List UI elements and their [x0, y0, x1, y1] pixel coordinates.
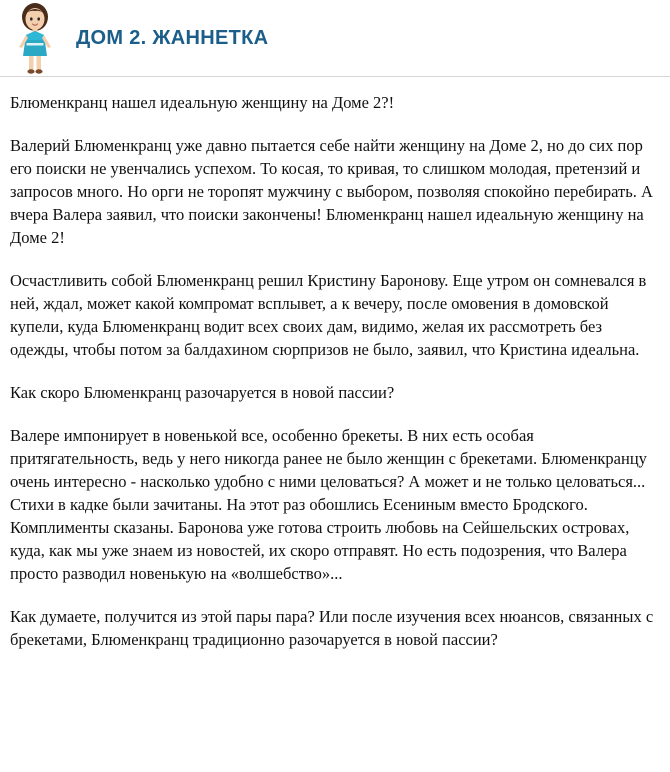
- girl-avatar-icon: [6, 0, 64, 76]
- site-title: ДОМ 2. ЖАННЕТКА: [76, 26, 269, 49]
- article-paragraph: Как думаете, получится из этой пары пара? Или после изучения всех нюансов, связанных с брекетами, Блюменкранц традиционно разочаруется в новой пассии?: [10, 607, 654, 649]
- article-subheading: Как скоро Блюменкранц разочаруется в новой пассии?: [10, 383, 395, 402]
- article-headline: Блюменкранц нашел идеальную женщину на Доме 2?!: [10, 93, 395, 112]
- article-body: [0, 77, 670, 651]
- article-paragraph: Валере импонирует в новенькой все, особенно брекеты. В них есть особая притягательность, ведь у него никогда ранее не было женщин с брекетами. Блюменкранцу очень интересно - насколько удобно с ними целоваться? А может и не только целоваться... Стихи в кадке были зачитаны. На этот раз обошлись Есениным вместо Бродского. Комплименты сказаны. Баронова уже готова строить любовь на Сейшельских островах, куда, как мы уже знаем из новостей, их скоро отправят. Но есть подозрения, что Валера просто разводил новенькую на «волшебство»...: [10, 426, 647, 583]
- article-paragraph: Валерий Блюменкранц уже давно пытается себе найти женщину на Доме 2, но до сих пор его поиски не увенчались успехом. То косая, то кривая, то слишком молодая, претензий и запросов много. Но орги не торопят мужчину с выбором, позволяя спокойно перебирать. А вчера Валера заявил, что поиски закончены! Блюменкранц нашел идеальную женщину на Доме 2!: [10, 136, 653, 247]
- article-paragraph: Осчастливить собой Блюменкранц решил Кристину Баронову. Еще утром он сомневался в ней, ждал, может какой компромат всплывет, а к вечеру, после омовения в домовской купели, куда Блюменкранц водит всех своих дам, видимо, желая их рассмотреть без одежды, чтобы потом за балдахином сюрпризов не было, заявил, что Кристина идеальна.: [10, 271, 647, 359]
- site-header: [0, 0, 670, 76]
